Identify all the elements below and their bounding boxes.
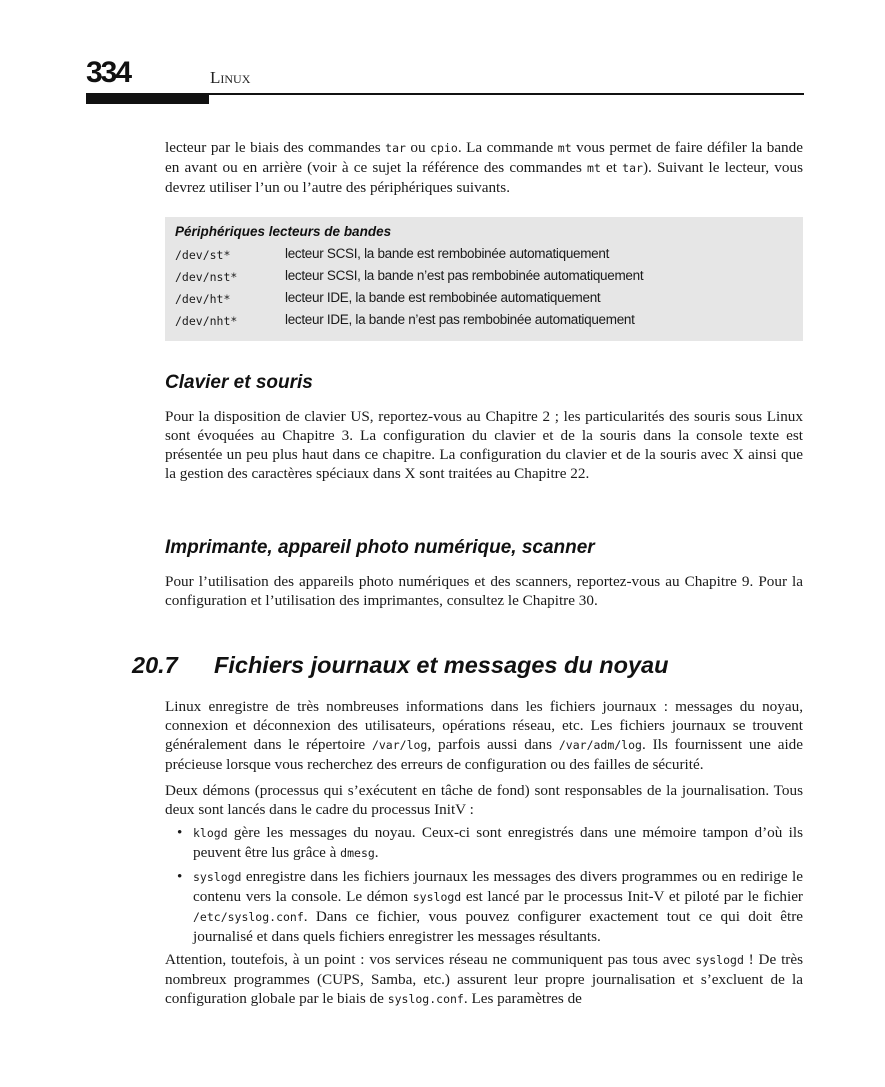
printer-paragraph: Pour l’utilisation des appareils photo numériques et des scanners, reportez-vous au Chapitre 9. Pour la configuration et l’utilisation des imprimantes, consultez le Chapitre 30. <box>165 573 803 609</box>
heading-printer-camera-scanner: Imprimante, appareil photo numérique, scanner <box>165 537 595 558</box>
device-description: lecteur IDE, la bande n’est pas rembobinée automatiquement <box>285 312 635 327</box>
running-head: Linux <box>210 68 251 87</box>
inline-code: syslogd <box>695 953 744 967</box>
device-description: lecteur SCSI, la bande n’est pas rembobinée automatiquement <box>285 268 644 283</box>
device-description: lecteur SCSI, la bande est rembobinée automatiquement <box>285 246 610 261</box>
device-name: /dev/nht* <box>175 314 238 328</box>
intro-paragraph: lecteur par le biais des commandes tar ou cpio. La commande mt vous permet de faire défiler la bande en avant ou en arrière (voir à ce sujet la référence des commandes mt et tar). Suivant le lecteur, vous devrez utiliser l’un ou l’autre des périphériques suivants. <box>165 139 803 196</box>
keyboard-text-block <box>165 407 803 483</box>
inline-code: mt <box>557 141 572 155</box>
logs-paragraph-1: Linux enregistre de très nombreuses informations dans les fichiers journaux : messages du noyau, connexion et déconnexion des utilisateurs, opérations réseau, etc. Les fichiers journaux se trouvent généralement dans le répertoire /var/log, parfois aussi dans /var/adm/log. Ils fournissent une aide précieuse lorsque vous recherchez des erreurs de configuration ou des failles de sécurité. <box>165 698 804 773</box>
inline-code: mt <box>587 161 601 175</box>
printer-text-block <box>165 572 803 610</box>
daemon-list <box>165 823 803 946</box>
inline-code: syslogd <box>193 870 242 884</box>
device-name: /dev/st* <box>175 248 231 262</box>
inline-code: dmesg <box>340 846 375 860</box>
page-number: 334 <box>86 56 131 89</box>
section-title: Fichiers journaux et messages du noyau <box>214 652 669 678</box>
list-item <box>165 867 803 946</box>
keyboard-paragraph: Pour la disposition de clavier US, reportez-vous au Chapitre 2 ; les particularités des souris sous Linux sont évoquées au Chapitre 3. La configuration du clavier et de la souris dans la console texte est présentée un peu plus haut dans ce chapitre. La configuration du clavier et de la souris avec X ainsi que la gestion des caractères spéciaux dans X sont traitées au Chapitre 22. <box>165 408 803 482</box>
section-heading-logs <box>132 652 668 679</box>
list-item-text: syslogd enregistre dans les fichiers journaux les messages des divers programmes ou en redirige le contenu vers la console. Le démon syslogd est lancé par le processus Init-V et piloté par le fichier /etc/syslog.conf. Dans ce fichier, vous pouvez configurer exactement tout ce qui doit être journalisé et dans quels fichiers enregistrer les messages résultants. <box>193 868 803 945</box>
device-description: lecteur IDE, la bande est rembobinée automatiquement <box>285 290 601 305</box>
inline-code: cpio <box>430 141 458 155</box>
inline-code: /var/log <box>371 738 428 752</box>
inline-code: klogd <box>193 826 228 840</box>
table-title: Périphériques lecteurs de bandes <box>175 224 392 239</box>
device-name: /dev/nst* <box>175 270 238 284</box>
device-name: /dev/ht* <box>175 292 231 306</box>
logs-text-block <box>165 697 803 1009</box>
logs-paragraph-3: Attention, toutefois, à un point : vos services réseau ne communiquent pas tous avec syslogd ! De très nombreux programmes (CUPS, Samba, etc.) assurent leur propre journalisation et s’excluent de la configuration globale par le biais de syslog.conf. Les paramètres de <box>165 951 803 1007</box>
list-item <box>165 823 803 863</box>
inline-code: syslog.conf <box>387 992 464 1006</box>
tape-devices-table <box>165 217 803 341</box>
list-item-text: klogd gère les messages du noyau. Ceux-ci sont enregistrés dans une mémoire tampon d’où ils peuvent être lus grâce à dmesg. <box>193 824 803 861</box>
logs-paragraph-2: Deux démons (processus qui s’exécutent en tâche de fond) sont responsables de la journalisation. Tous deux sont lancés dans le cadre du processus InitV : <box>165 782 803 818</box>
inline-code: syslogd <box>412 890 462 904</box>
header-block <box>86 93 209 104</box>
inline-code: /etc/syslog.conf <box>193 910 304 924</box>
intro-text-block <box>165 138 803 197</box>
heading-keyboard-mouse: Clavier et souris <box>165 372 313 393</box>
section-number: 20.7 <box>132 652 178 678</box>
bullet-icon: • <box>177 868 183 885</box>
inline-code: tar <box>622 161 643 175</box>
bullet-icon: • <box>177 824 183 841</box>
inline-code: /var/adm/log <box>558 738 642 752</box>
inline-code: tar <box>385 141 406 155</box>
